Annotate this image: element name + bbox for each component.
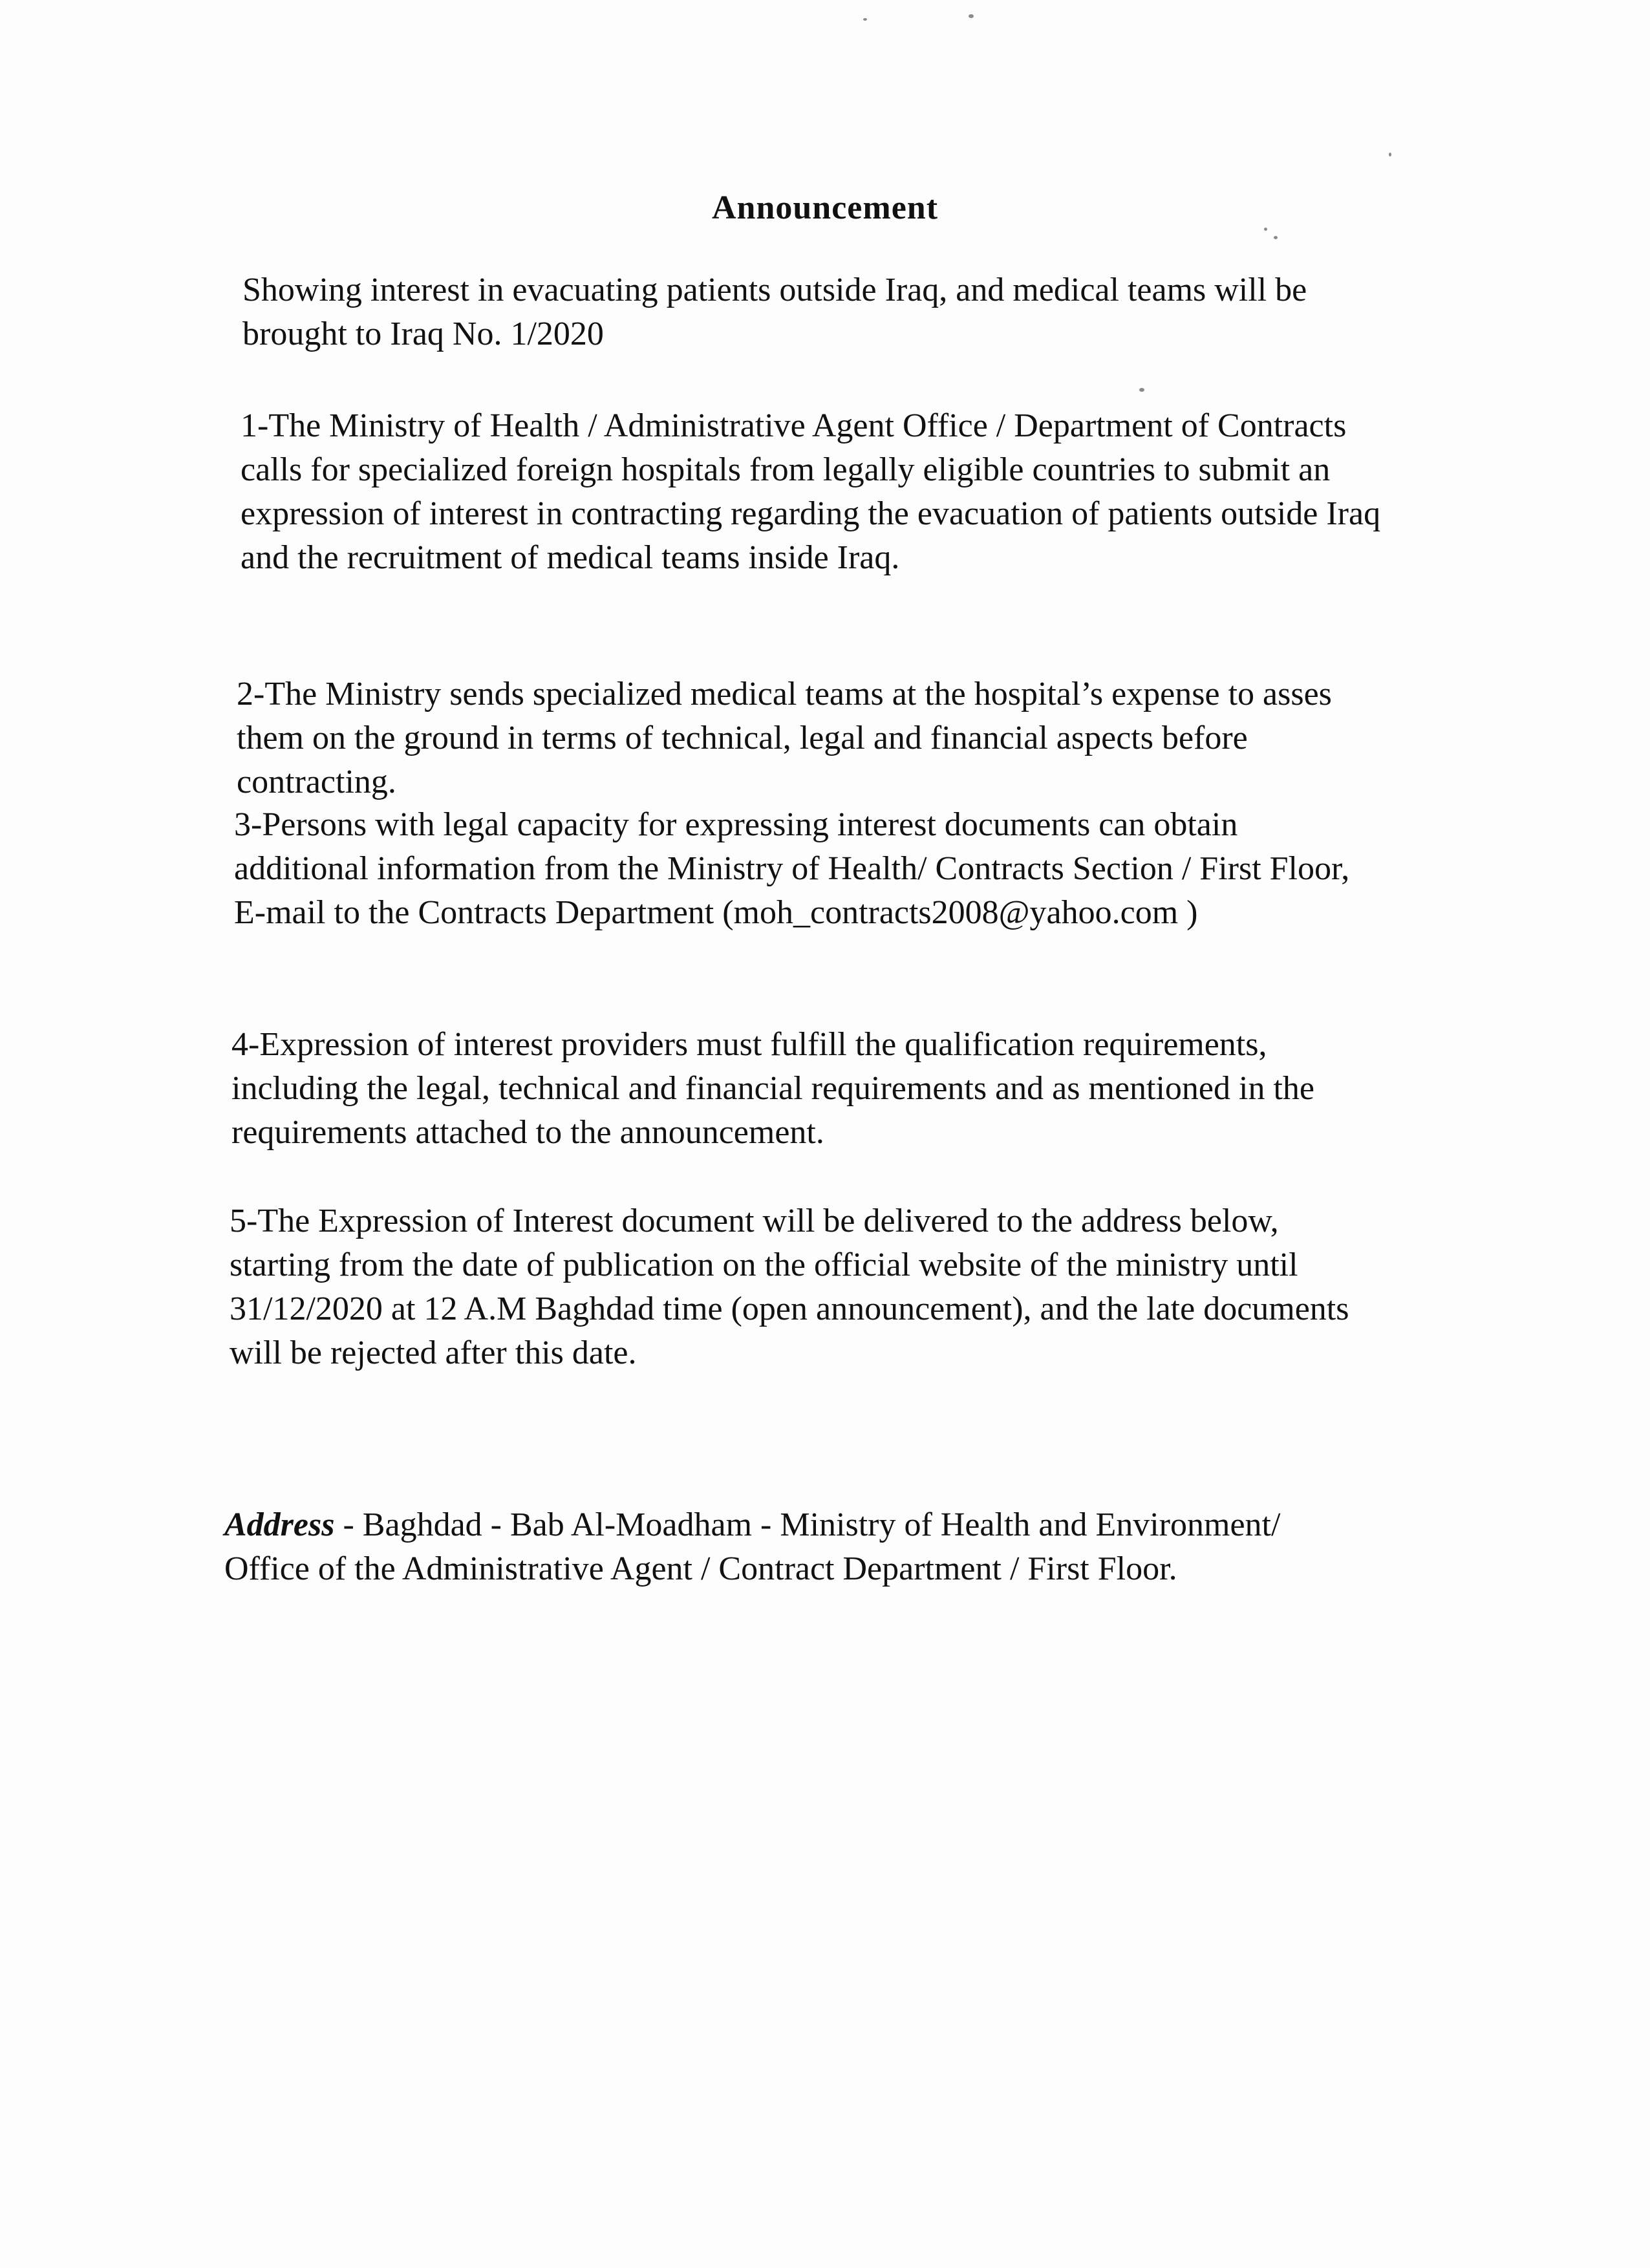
list-item xyxy=(237,672,1381,804)
scan-speck xyxy=(1389,153,1391,156)
scan-speck xyxy=(969,14,974,18)
item-text-3: 3-Persons with legal capacity for expressing interest documents can obtain additional information from the Ministry of Health/ Contracts Section / First Floor, E-mail to the Contracts Department (moh_contracts2008@yahoo.com ) xyxy=(234,806,1350,931)
list-item xyxy=(230,1199,1374,1375)
subject-text: Showing interest in evacuating patients outside Iraq, and medical teams will be brought to Iraq No. 1/2020 xyxy=(242,272,1307,352)
list-item xyxy=(231,1023,1376,1155)
item-text-4: 4-Expression of interest providers must fulfill the qualification requirements, including the legal, technical and financial requirements and as mentioned in the requirements attached to the announcement. xyxy=(231,1026,1314,1151)
address-label: Address xyxy=(224,1506,335,1543)
list-item xyxy=(241,404,1385,580)
address-block xyxy=(224,1503,1369,1591)
item-text-5: 5-The Expression of Interest document will be delivered to the address below, starting from the date of publication on the official website of the ministry until 31/12/2020 at 12 A.M Baghdad time (open announcement), and the late documents will be rejected after this date. xyxy=(230,1203,1349,1371)
item-text-1: 1-The Ministry of Health / Administrative Agent Office / Department of Contracts calls for specialized foreign hospitals from legally eligible countries to submit an expression of interest in contracting regarding the evacuation of patients outside Iraq and the recruitment of medical teams inside Iraq. xyxy=(241,407,1381,576)
item-text-2: 2-The Ministry sends specialized medical teams at the hospital’s expense to asses them on the ground in terms of technical, legal and financial aspects before contracting. xyxy=(237,676,1332,800)
scan-speck xyxy=(1274,236,1278,239)
address-text: - Baghdad - Bab Al-Moadham - Ministry of Health and Environment/ Office of the Administrative Agent / Contract Department / First Floor. xyxy=(224,1506,1281,1587)
list-item xyxy=(234,803,1378,935)
address-paragraph xyxy=(224,1503,1369,1591)
scan-speck xyxy=(1139,388,1144,392)
scan-speck xyxy=(863,18,867,21)
announcement-subject xyxy=(242,268,1387,356)
page-title: Announcement xyxy=(711,189,939,226)
